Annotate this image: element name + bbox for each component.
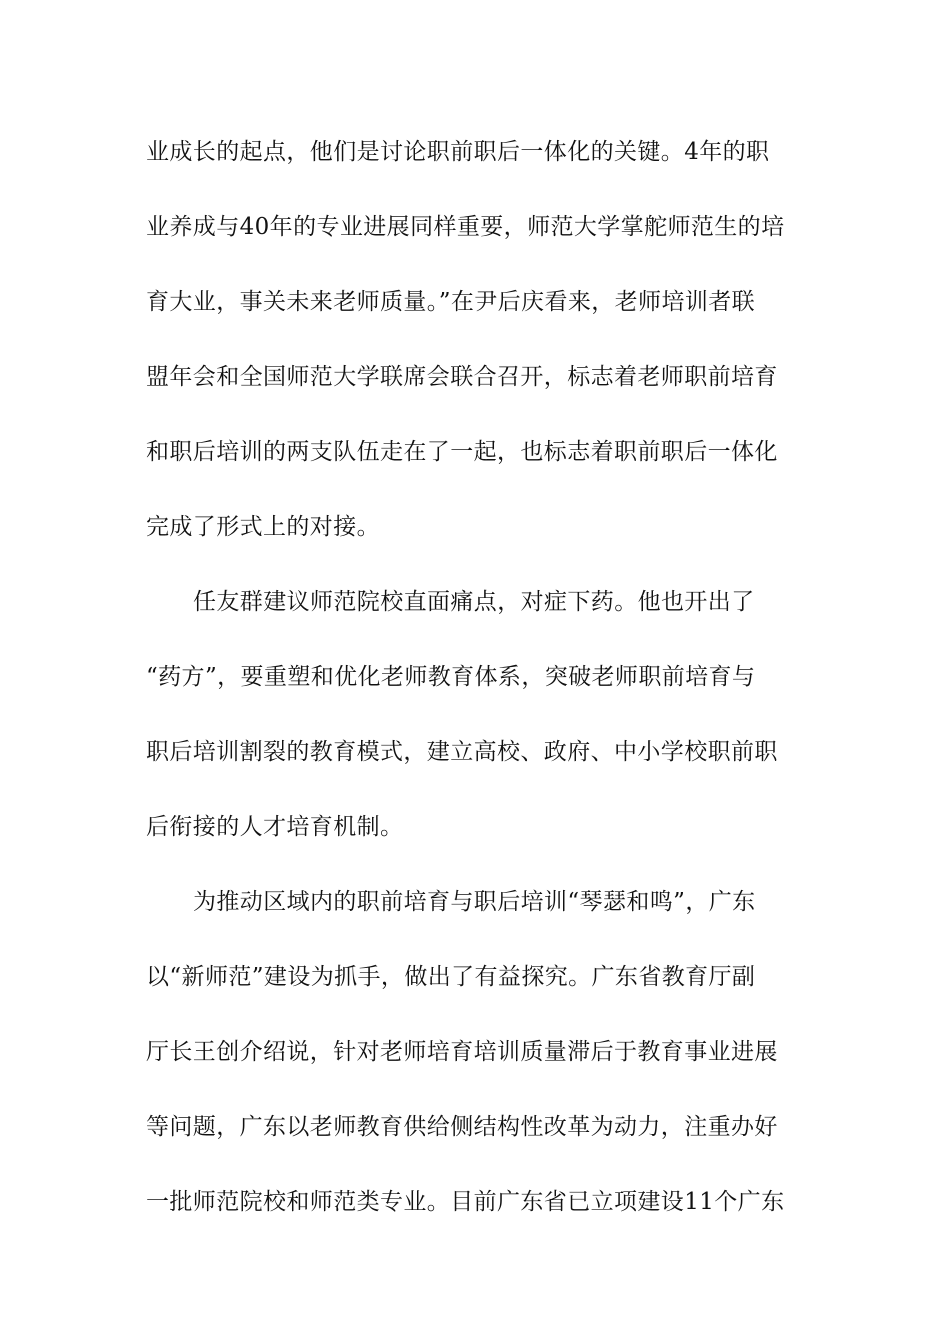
- text-line: 后衔接的人才培育机制。: [146, 814, 404, 840]
- text-line: 一批师范院校和师范类专业。目前广东省已立项建设11个广东: [146, 1189, 785, 1215]
- paragraph-first-line: 任友群建议师范院校直面痛点，对症下药。他也开出了: [193, 589, 755, 615]
- text-line: 等问题，广东以老师教育供给侧结构性改革为动力，注重办好: [146, 1114, 778, 1140]
- text-line: “药方”，要重塑和优化老师教育体系，突破老师职前培育与: [146, 664, 756, 690]
- text-line: 和职后培训的两支队伍走在了一起，也标志着职前职后一体化: [146, 439, 778, 465]
- text-line: 育大业，事关未来老师质量。”在尹后庆看来，老师培训者联: [146, 289, 756, 315]
- text-line: 业成长的起点，他们是讨论职前职后一体化的关键。4年的职: [146, 139, 770, 165]
- text-line: 盟年会和全国师范大学联席会联合召开，标志着老师职前培育: [146, 364, 778, 390]
- paragraph-first-line: 为推动区域内的职前培育与职后培训“琴瑟和鸣”，广东: [193, 889, 756, 915]
- text-line: 完成了形式上的对接。: [146, 514, 380, 540]
- text-line: 厅长王创介绍说，针对老师培育培训质量滞后于教育事业进展: [146, 1039, 778, 1065]
- text-line: 业养成与40年的专业进展同样重要，师范大学掌舵师范生的培: [146, 214, 785, 240]
- text-line: 职后培训割裂的教育模式，建立高校、政府、中小学校职前职: [146, 739, 778, 765]
- text-line: 以“新师范”建设为抓手，做出了有益探究。广东省教育厅副: [146, 964, 756, 990]
